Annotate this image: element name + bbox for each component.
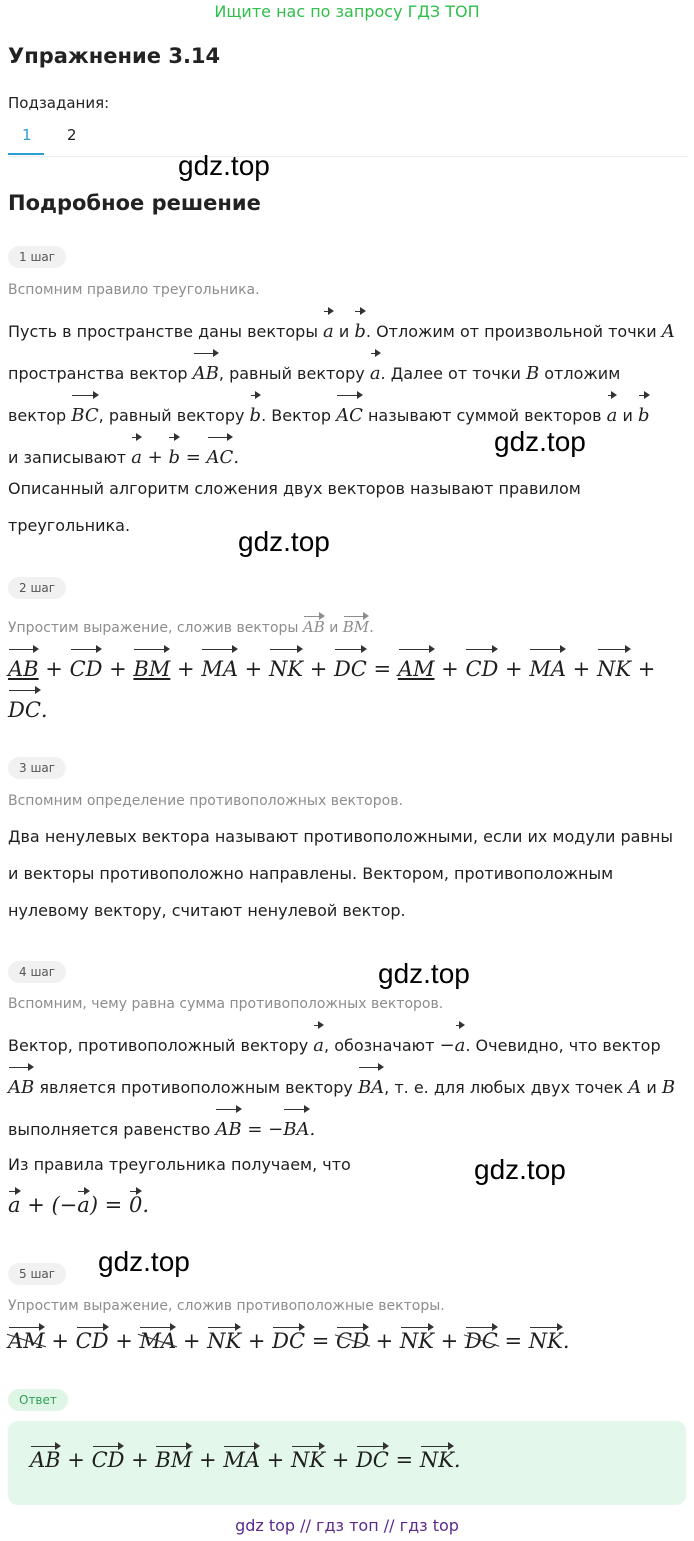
step-badge: 5 шаг xyxy=(8,1263,66,1285)
step-text xyxy=(8,470,688,544)
watermark: gdz.top xyxy=(474,1154,566,1185)
search-banner: Ищите нас по запросу ГДЗ ТОП xyxy=(214,2,480,21)
step-hint: Вспомним, чему равна сумма противоположных векторов. xyxy=(8,996,444,1012)
step-expression: AM + CD + MA + NK + DC = CD + NK + DC = NK. xyxy=(8,1324,570,1353)
step-text xyxy=(8,818,688,929)
footer-separator: // xyxy=(383,1516,395,1535)
math-line: AB + CD + BM + MA + NK + DC = AM + CD + MA + NK + xyxy=(8,646,655,687)
text-line: Пусть в пространстве даны векторы a и b. Отложим от произвольной точки A xyxy=(8,308,688,350)
watermark: gdz.top xyxy=(178,150,270,181)
text-line: и записывают a + b = AC. xyxy=(8,434,688,476)
section-title: Подробное решение xyxy=(8,191,261,215)
answer-badge: Ответ xyxy=(8,1389,68,1411)
watermark: gdz.top xyxy=(494,426,586,457)
step-badge: 4 шаг xyxy=(8,961,66,983)
step-text xyxy=(8,308,688,476)
step-text xyxy=(8,1022,688,1148)
footer-link[interactable]: гдз топ xyxy=(316,1516,379,1535)
answer-expression: AB + CD + BM + MA + NK + DC = NK. xyxy=(30,1443,461,1472)
step-hint: Упростим выражение, сложив противоположные векторы. xyxy=(8,1298,445,1314)
step-expression xyxy=(8,646,655,728)
step-hint: Упростим выражение, сложив векторы AB и BM. xyxy=(8,613,374,636)
subtasks-label: Подзадания: xyxy=(8,94,110,112)
text-line: Описанный алгоритм сложения двух векторов называют правилом xyxy=(8,479,581,498)
watermark: gdz.top xyxy=(378,958,470,989)
math-line: DC. xyxy=(8,687,655,728)
footer-links xyxy=(0,1516,694,1535)
step-expression: a + (−a) = 0. xyxy=(8,1188,149,1217)
step-badge: 3 шаг xyxy=(8,757,66,779)
watermark: gdz.top xyxy=(238,526,330,557)
watermark: gdz.top xyxy=(98,1246,190,1277)
text-line: нулевому вектору, считают ненулевой вектор. xyxy=(8,901,406,920)
footer-separator: // xyxy=(300,1516,311,1535)
step-hint: Вспомним определение противоположных векторов. xyxy=(8,793,403,809)
text-line: AB является противоположным вектору BA, т. е. для любых двух точек A и B xyxy=(8,1064,688,1106)
text-line: треугольника. xyxy=(8,516,131,535)
footer-link[interactable]: гдз top xyxy=(399,1516,459,1535)
page-title: Упражнение 3.14 xyxy=(8,44,221,68)
text-line: вектор BC, равный вектору b. Вектор AC называют суммой векторов a и b xyxy=(8,392,688,434)
answer-box xyxy=(8,1421,686,1505)
step-badge: 2 шаг xyxy=(8,577,66,599)
text-line: Вектор, противоположный вектору a, обозначают −a. Очевидно, что вектор xyxy=(8,1022,688,1064)
step-badge: 1 шаг xyxy=(8,246,66,268)
step-text: Из правила треугольника получаем, что xyxy=(8,1155,351,1174)
footer-link[interactable]: gdz top xyxy=(235,1516,296,1535)
tab-subtask-2[interactable]: 2 xyxy=(67,126,77,144)
text-line: и векторы противоположно направлены. Вектором, противоположным xyxy=(8,864,614,883)
active-tab-indicator xyxy=(8,153,44,155)
tab-subtask-1[interactable]: 1 xyxy=(22,126,32,144)
text-line: Два ненулевых вектора называют противоположными, если их модули равны xyxy=(8,827,673,846)
text-line: выполняется равенство AB = −BA. xyxy=(8,1106,688,1148)
subtask-tabs xyxy=(8,124,688,157)
text-line: пространства вектор AB, равный вектору a. Далее от точки B отложим xyxy=(8,350,688,392)
step-hint: Вспомним правило треугольника. xyxy=(8,282,260,298)
